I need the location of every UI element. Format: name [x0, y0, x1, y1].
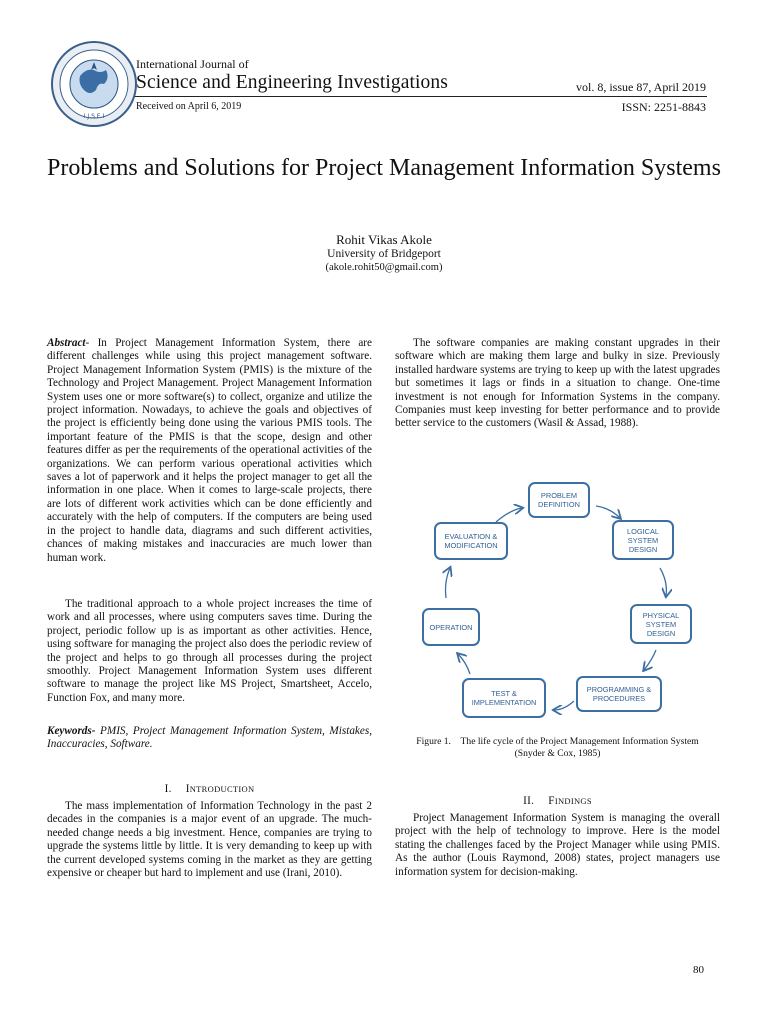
section-heading-initial: I — [185, 783, 190, 795]
section-number: II. — [523, 795, 535, 807]
abstract-paragraph-2 — [47, 598, 372, 705]
section-heading-introduction — [47, 783, 372, 796]
seal-label: I.J.S.E.I — [83, 113, 105, 120]
author-email: (akole.rohit50@gmail.com) — [325, 262, 443, 273]
section-heading-initial: F — [548, 795, 555, 807]
abstract-text: - In Project Management Information System, there are different challenges while using this project management software. Project Management Information System (PMIS) is the mixture of the Technology and Project Management. Project Management Information System uses one or more software(s) to collect, organize and utilize the project information. Nowadays, to achieve the goals and objectives of the project is efficiently being done using the various PMIS tools. The important feature of the PMIS is that the scope, design and other features differ as per the requirements of the operational activities of the organizations. We can perform various operational activities which saves a lot of paperwork and it helps the project manager to get all the information in one place. When it comes to large-scale projects, there are lots of different work activities which can be done efficiently and accurately with the help of computers. If the computers are being used in the project to handle data, diagrams and such different activities, chances of making mistakes and inaccuracies are much lower than human work. — [47, 337, 372, 564]
node-evaluation-modification: EVALUATION & MODIFICATION — [434, 522, 508, 560]
findings-body — [395, 812, 720, 879]
author-name: Rohit Vikas Akole — [336, 232, 432, 247]
findings-text: Project Management Information System is managing the overall project with the help of technology to improve. Here is the model stating the challenges faced by the Project Manager while using PMIS. As the author (Louis Raymond, 2008) states, project managers use information system for decision-making. — [395, 812, 720, 878]
journal-name-line1: International Journal of — [136, 57, 249, 71]
issn: ISSN: 2251-8843 — [621, 100, 706, 114]
header-divider — [135, 96, 707, 97]
node-programming-procedures: PROGRAMMING & PROCEDURES — [576, 676, 662, 712]
abstract — [47, 337, 372, 565]
right-intro-body — [395, 337, 720, 431]
keywords-text: PMIS, Project Management Information System, Mistakes, Inaccuracies, Software. — [47, 725, 372, 751]
arrow-1 — [596, 506, 620, 518]
keywords-label: Keywords- — [47, 725, 96, 737]
arrow-6 — [446, 568, 451, 598]
author-affiliation: University of Bridgeport — [327, 248, 441, 260]
node-test-implementation: TEST & IMPLEMENTATION — [462, 678, 546, 718]
right-intro-text: The software companies are making constant upgrades in their software which are making them large and bulky in size. Previously installed hardware systems are trying to keep up with the latest upgrades but sometimes it lags or finds in a situation to change. One-time investment is not enough for Information Systems in the company. Companies must keep investing for better performance and to provide better service to the customers (Wasil & Assad, 1988). — [395, 337, 720, 430]
abstract-para2-text: The traditional approach to a whole project increases the time of work and all processes, where using computers saves time. During the project, periodic follow up is as important as other activities. Hence, using software for managing the project also does the periodic review of the project and helps to go through all processes during the project smoothly. Project Management Information System uses different software to manage the project like MS Project, Smartsheet, Accelo, Function Fox, and many more. — [47, 598, 372, 704]
introduction-text: The mass implementation of Information Technology in the past 2 decades in the companies is a major event of an upgrade. The much-needed change needs a big investment. Hence, companies are trying to upgrade the systems little by little. It is very demanding to keep up with the current developed systems coming in the market as they are getting expensive or cheaper but hard to implement and use (Irani, 2010). — [47, 800, 372, 880]
paper-title: Problems and Solutions for Project Management Information Systems — [47, 155, 721, 181]
keywords — [47, 725, 372, 752]
section-heading-findings — [395, 795, 720, 808]
arrow-2 — [660, 568, 666, 596]
arrow-3 — [644, 650, 656, 670]
journal-name-line2: Science and Engineering Investigations — [136, 72, 448, 93]
abstract-label: Abstract — [47, 337, 86, 349]
figure-caption-line1: Figure 1. The life cycle of the Project Management Information System — [416, 736, 699, 747]
node-physical-system-design: PHYSICAL SYSTEM DESIGN — [630, 604, 692, 644]
arrow-7 — [496, 508, 522, 522]
node-logical-system-design: LOGICAL SYSTEM DESIGN — [612, 520, 674, 560]
pmis-lifecycle-diagram — [410, 478, 720, 728]
page-number: 80 — [693, 964, 704, 976]
figure-caption — [395, 736, 720, 760]
section-heading-rest: NTRODUCTION — [189, 784, 255, 794]
section-heading-rest: INDINGS — [554, 796, 592, 806]
section-number: I. — [164, 783, 172, 795]
received-date: Received on April 6, 2019 — [136, 101, 242, 112]
arrow-5 — [458, 654, 470, 674]
journal-seal-logo — [50, 40, 138, 128]
arrow-4 — [554, 701, 574, 710]
node-problem-definition: PROBLEM DEFINITION — [528, 482, 590, 518]
volume-issue: vol. 8, issue 87, April 2019 — [575, 80, 706, 94]
figure-caption-line2: (Snyder & Cox, 1985) — [514, 748, 601, 760]
node-operation: OPERATION — [422, 608, 480, 646]
introduction-body — [47, 800, 372, 880]
